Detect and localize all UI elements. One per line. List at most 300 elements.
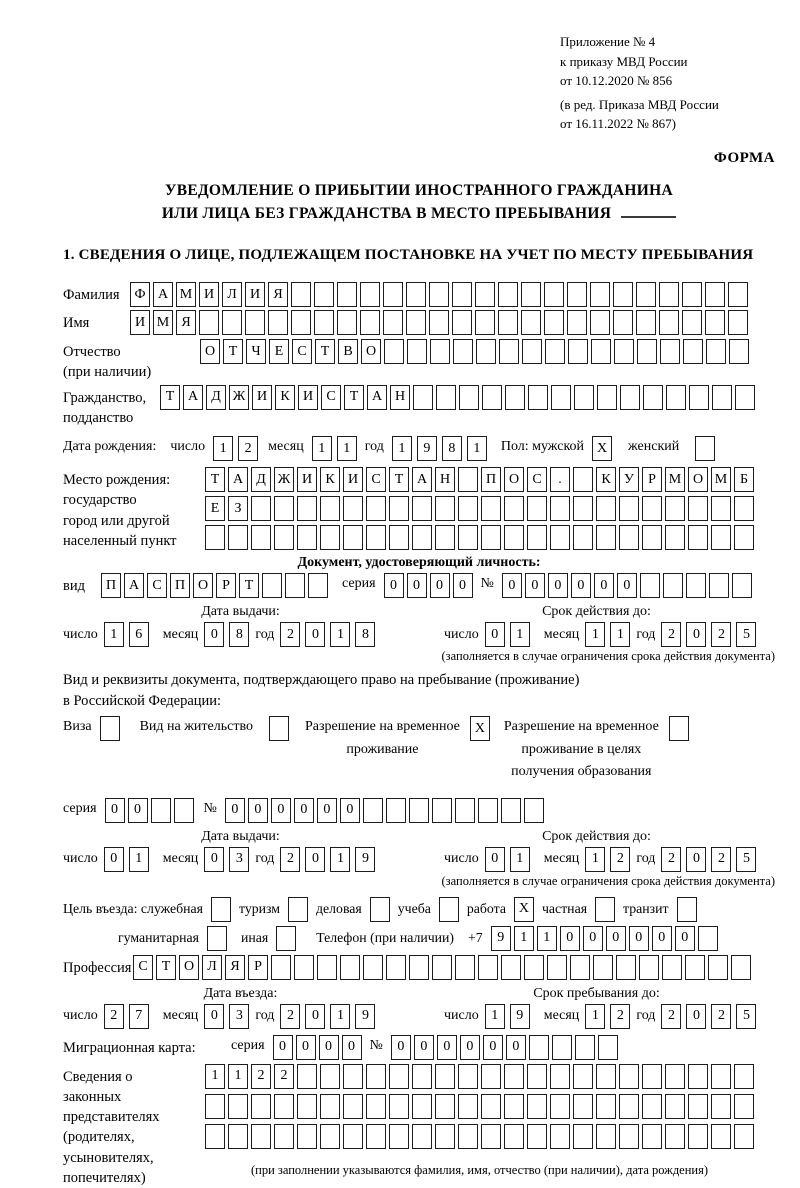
char-cell[interactable] [268,310,288,335]
char-cell[interactable]: 0 [342,1035,362,1060]
char-cell[interactable]: 5 [736,622,756,647]
char-cell[interactable] [711,1124,731,1149]
char-cell[interactable] [734,1064,754,1089]
char-cell[interactable] [475,310,495,335]
char-cell[interactable] [573,1064,593,1089]
char-cell[interactable]: 0 [105,798,125,823]
char-cell[interactable] [370,897,390,922]
char-cell[interactable] [574,385,594,410]
char-cell[interactable]: 0 [652,926,672,951]
char-cell[interactable]: 0 [453,573,473,598]
char-cell[interactable] [688,496,708,521]
char-cell[interactable] [389,525,409,550]
char-cell[interactable] [688,525,708,550]
char-cell[interactable] [458,467,478,492]
char-cell[interactable]: Т [160,385,180,410]
char-cell[interactable] [527,525,547,550]
char-cell[interactable] [567,282,587,307]
char-cell[interactable] [568,339,588,364]
char-cell[interactable] [100,716,120,741]
char-cell[interactable] [689,385,709,410]
char-cell[interactable]: 2 [610,1004,630,1029]
char-cell[interactable] [567,310,587,335]
char-cell[interactable]: Б [734,467,754,492]
char-cell[interactable] [452,282,472,307]
char-cell[interactable]: 1 [392,436,412,461]
char-cell[interactable]: 2 [711,847,731,872]
char-cell[interactable] [276,926,296,951]
char-cell[interactable]: 1 [467,436,487,461]
char-cell[interactable] [386,955,406,980]
char-cell[interactable]: 2 [610,847,630,872]
char-cell[interactable] [288,897,308,922]
char-cell[interactable]: М [665,467,685,492]
char-cell[interactable]: 2 [274,1064,294,1089]
char-cell[interactable] [366,496,386,521]
char-cell[interactable] [297,1094,317,1119]
char-cell[interactable]: 0 [686,847,706,872]
char-cell[interactable]: 0 [606,926,626,951]
char-cell[interactable]: 0 [319,1035,339,1060]
char-cell[interactable] [545,339,565,364]
char-cell[interactable] [598,1035,618,1060]
char-cell[interactable] [455,798,475,823]
char-cell[interactable] [343,1124,363,1149]
char-cell[interactable] [294,955,314,980]
char-cell[interactable]: 5 [736,1004,756,1029]
char-cell[interactable]: О [504,467,524,492]
char-cell[interactable] [619,525,639,550]
char-cell[interactable] [665,1094,685,1119]
char-cell[interactable] [524,955,544,980]
char-cell[interactable] [596,1124,616,1149]
char-cell[interactable]: М [153,310,173,335]
char-cell[interactable]: С [321,385,341,410]
char-cell[interactable]: 8 [442,436,462,461]
char-cell[interactable]: А [124,573,144,598]
char-cell[interactable] [527,496,547,521]
char-cell[interactable] [695,436,715,461]
char-cell[interactable]: . [550,467,570,492]
char-cell[interactable] [642,496,662,521]
char-cell[interactable]: 0 [305,622,325,647]
char-cell[interactable] [522,339,542,364]
char-cell[interactable]: 0 [204,622,224,647]
char-cell[interactable] [666,385,686,410]
char-cell[interactable] [458,496,478,521]
char-cell[interactable]: 1 [585,847,605,872]
char-cell[interactable] [406,282,426,307]
char-cell[interactable] [637,339,657,364]
char-cell[interactable]: 9 [355,847,375,872]
char-cell[interactable] [711,496,731,521]
char-cell[interactable] [363,955,383,980]
char-cell[interactable] [642,525,662,550]
char-cell[interactable] [228,1094,248,1119]
char-cell[interactable] [432,955,452,980]
char-cell[interactable] [458,1124,478,1149]
char-cell[interactable] [291,310,311,335]
char-cell[interactable] [636,282,656,307]
char-cell[interactable]: Е [205,496,225,521]
char-cell[interactable] [573,1124,593,1149]
char-cell[interactable] [314,310,334,335]
char-cell[interactable]: 2 [661,1004,681,1029]
char-cell[interactable]: Ж [229,385,249,410]
char-cell[interactable] [430,339,450,364]
char-cell[interactable] [453,339,473,364]
char-cell[interactable] [505,385,525,410]
char-cell[interactable] [498,310,518,335]
char-cell[interactable] [360,282,380,307]
char-cell[interactable] [337,282,357,307]
char-cell[interactable] [412,1094,432,1119]
char-cell[interactable] [708,955,728,980]
char-cell[interactable]: 9 [491,926,511,951]
char-cell[interactable]: С [366,467,386,492]
char-cell[interactable] [481,1064,501,1089]
char-cell[interactable] [274,525,294,550]
char-cell[interactable] [593,955,613,980]
char-cell[interactable]: 0 [686,1004,706,1029]
char-cell[interactable]: Т [344,385,364,410]
char-cell[interactable] [711,1064,731,1089]
char-cell[interactable] [527,1094,547,1119]
char-cell[interactable]: 0 [273,1035,293,1060]
char-cell[interactable]: 1 [585,622,605,647]
char-cell[interactable]: Т [156,955,176,980]
char-cell[interactable]: 0 [305,847,325,872]
char-cell[interactable]: 1 [510,622,530,647]
char-cell[interactable] [386,798,406,823]
char-cell[interactable] [314,282,334,307]
char-cell[interactable] [320,1094,340,1119]
char-cell[interactable] [596,496,616,521]
char-cell[interactable] [291,282,311,307]
char-cell[interactable] [636,310,656,335]
char-cell[interactable]: Ж [274,467,294,492]
char-cell[interactable] [544,310,564,335]
char-cell[interactable] [735,385,755,410]
char-cell[interactable] [521,282,541,307]
char-cell[interactable]: В [338,339,358,364]
char-cell[interactable] [383,310,403,335]
char-cell[interactable]: И [130,310,150,335]
char-cell[interactable] [435,1094,455,1119]
char-cell[interactable] [709,573,729,598]
char-cell[interactable] [366,525,386,550]
char-cell[interactable]: 1 [213,436,233,461]
char-cell[interactable] [317,955,337,980]
char-cell[interactable]: С [292,339,312,364]
char-cell[interactable]: 1 [205,1064,225,1089]
char-cell[interactable]: 9 [417,436,437,461]
char-cell[interactable]: 0 [675,926,695,951]
char-cell[interactable] [573,1094,593,1119]
char-cell[interactable] [527,1064,547,1089]
char-cell[interactable] [498,282,518,307]
char-cell[interactable]: Я [176,310,196,335]
char-cell[interactable]: Н [390,385,410,410]
char-cell[interactable] [409,955,429,980]
char-cell[interactable] [683,339,703,364]
char-cell[interactable] [501,798,521,823]
char-cell[interactable] [590,310,610,335]
char-cell[interactable] [452,310,472,335]
char-cell[interactable]: 2 [238,436,258,461]
char-cell[interactable]: 0 [204,1004,224,1029]
char-cell[interactable]: 8 [229,622,249,647]
char-cell[interactable] [639,955,659,980]
char-cell[interactable] [528,385,548,410]
char-cell[interactable] [642,1094,662,1119]
char-cell[interactable] [596,1094,616,1119]
char-cell[interactable] [504,1064,524,1089]
char-cell[interactable] [642,1124,662,1149]
char-cell[interactable]: 1 [537,926,557,951]
char-cell[interactable]: Р [216,573,236,598]
char-cell[interactable]: А [153,282,173,307]
char-cell[interactable]: И [245,282,265,307]
char-cell[interactable] [435,525,455,550]
char-cell[interactable]: Н [435,467,455,492]
char-cell[interactable] [412,525,432,550]
char-cell[interactable] [688,1124,708,1149]
char-cell[interactable] [732,573,752,598]
char-cell[interactable]: И [298,385,318,410]
char-cell[interactable] [504,496,524,521]
char-cell[interactable]: И [252,385,272,410]
char-cell[interactable] [504,1094,524,1119]
char-cell[interactable] [384,339,404,364]
char-cell[interactable] [570,955,590,980]
char-cell[interactable]: 3 [229,1004,249,1029]
char-cell[interactable]: М [176,282,196,307]
char-cell[interactable]: 2 [280,1004,300,1029]
char-cell[interactable]: С [147,573,167,598]
char-cell[interactable] [481,1094,501,1119]
char-cell[interactable]: 0 [629,926,649,951]
char-cell[interactable]: Т [315,339,335,364]
char-cell[interactable] [686,573,706,598]
char-cell[interactable] [613,310,633,335]
char-cell[interactable] [269,716,289,741]
char-cell[interactable] [455,955,475,980]
char-cell[interactable] [619,1064,639,1089]
char-cell[interactable] [573,525,593,550]
char-cell[interactable] [205,1094,225,1119]
char-cell[interactable]: М [711,467,731,492]
char-cell[interactable] [297,1124,317,1149]
char-cell[interactable]: 1 [514,926,534,951]
char-cell[interactable]: 1 [330,1004,350,1029]
char-cell[interactable]: X [592,436,612,461]
char-cell[interactable] [432,798,452,823]
char-cell[interactable]: 2 [104,1004,124,1029]
char-cell[interactable]: 0 [506,1035,526,1060]
char-cell[interactable]: 0 [583,926,603,951]
char-cell[interactable] [222,310,242,335]
char-cell[interactable] [151,798,171,823]
char-cell[interactable] [297,525,317,550]
char-cell[interactable] [340,955,360,980]
char-cell[interactable] [643,385,663,410]
char-cell[interactable] [728,282,748,307]
char-cell[interactable]: 2 [280,622,300,647]
char-cell[interactable] [343,496,363,521]
char-cell[interactable]: 8 [355,622,375,647]
char-cell[interactable] [642,1064,662,1089]
char-cell[interactable] [389,1094,409,1119]
char-cell[interactable] [688,1064,708,1089]
char-cell[interactable]: 1 [330,847,350,872]
char-cell[interactable]: 0 [525,573,545,598]
char-cell[interactable]: 1 [485,1004,505,1029]
char-cell[interactable] [665,525,685,550]
char-cell[interactable] [504,525,524,550]
char-cell[interactable] [734,1124,754,1149]
char-cell[interactable]: 9 [355,1004,375,1029]
char-cell[interactable] [407,339,427,364]
char-cell[interactable] [547,955,567,980]
char-cell[interactable] [406,310,426,335]
char-cell[interactable] [619,1124,639,1149]
char-cell[interactable] [595,897,615,922]
char-cell[interactable]: П [481,467,501,492]
char-cell[interactable]: 6 [129,622,149,647]
char-cell[interactable]: У [619,467,639,492]
char-cell[interactable]: 2 [711,622,731,647]
char-cell[interactable]: 1 [585,1004,605,1029]
char-cell[interactable]: 1 [330,622,350,647]
char-cell[interactable] [360,310,380,335]
char-cell[interactable]: 0 [294,798,314,823]
char-cell[interactable] [337,310,357,335]
char-cell[interactable] [439,897,459,922]
char-cell[interactable] [476,339,496,364]
char-cell[interactable] [573,496,593,521]
char-cell[interactable] [550,525,570,550]
char-cell[interactable] [659,282,679,307]
char-cell[interactable]: 0 [204,847,224,872]
char-cell[interactable] [435,496,455,521]
char-cell[interactable] [596,525,616,550]
char-cell[interactable] [251,525,271,550]
char-cell[interactable]: 1 [510,847,530,872]
char-cell[interactable]: 1 [228,1064,248,1089]
char-cell[interactable] [616,955,636,980]
char-cell[interactable]: 0 [483,1035,503,1060]
char-cell[interactable] [711,1094,731,1119]
char-cell[interactable]: И [199,282,219,307]
char-cell[interactable] [274,1124,294,1149]
char-cell[interactable] [389,1124,409,1149]
char-cell[interactable]: Т [239,573,259,598]
char-cell[interactable]: 0 [437,1035,457,1060]
char-cell[interactable]: 0 [430,573,450,598]
char-cell[interactable]: Д [206,385,226,410]
char-cell[interactable]: 0 [686,622,706,647]
char-cell[interactable] [363,798,383,823]
char-cell[interactable] [729,339,749,364]
char-cell[interactable]: 0 [617,573,637,598]
char-cell[interactable] [705,282,725,307]
char-cell[interactable]: 1 [337,436,357,461]
char-cell[interactable] [669,716,689,741]
char-cell[interactable]: 0 [594,573,614,598]
char-cell[interactable] [228,1124,248,1149]
char-cell[interactable] [597,385,617,410]
char-cell[interactable] [389,496,409,521]
char-cell[interactable] [665,1124,685,1149]
char-cell[interactable] [665,1064,685,1089]
char-cell[interactable] [343,1094,363,1119]
char-cell[interactable] [614,339,634,364]
char-cell[interactable] [429,310,449,335]
char-cell[interactable] [731,955,751,980]
char-cell[interactable] [274,1094,294,1119]
char-cell[interactable] [366,1064,386,1089]
char-cell[interactable]: З [228,496,248,521]
char-cell[interactable]: 0 [548,573,568,598]
char-cell[interactable] [482,385,502,410]
char-cell[interactable] [552,1035,572,1060]
char-cell[interactable] [211,897,231,922]
char-cell[interactable]: Т [389,467,409,492]
char-cell[interactable] [228,525,248,550]
char-cell[interactable]: 0 [560,926,580,951]
char-cell[interactable] [412,1124,432,1149]
char-cell[interactable] [412,1064,432,1089]
char-cell[interactable] [481,496,501,521]
char-cell[interactable]: 2 [251,1064,271,1089]
char-cell[interactable] [343,1064,363,1089]
char-cell[interactable]: 0 [271,798,291,823]
char-cell[interactable] [251,1124,271,1149]
char-cell[interactable] [245,310,265,335]
char-cell[interactable] [274,496,294,521]
char-cell[interactable]: 9 [510,1004,530,1029]
char-cell[interactable] [320,1124,340,1149]
char-cell[interactable]: 0 [407,573,427,598]
char-cell[interactable] [199,310,219,335]
char-cell[interactable]: 0 [460,1035,480,1060]
char-cell[interactable] [412,496,432,521]
char-cell[interactable]: И [297,467,317,492]
char-cell[interactable] [251,1094,271,1119]
char-cell[interactable]: 1 [610,622,630,647]
char-cell[interactable]: Ч [246,339,266,364]
char-cell[interactable] [619,1094,639,1119]
char-cell[interactable]: 0 [485,622,505,647]
char-cell[interactable]: О [193,573,213,598]
char-cell[interactable] [297,1064,317,1089]
char-cell[interactable] [659,310,679,335]
char-cell[interactable] [550,1124,570,1149]
char-cell[interactable] [734,1094,754,1119]
char-cell[interactable] [251,496,271,521]
char-cell[interactable] [706,339,726,364]
char-cell[interactable]: 0 [414,1035,434,1060]
char-cell[interactable] [662,955,682,980]
char-cell[interactable] [573,467,593,492]
char-cell[interactable] [504,1124,524,1149]
char-cell[interactable] [734,525,754,550]
char-cell[interactable]: 0 [305,1004,325,1029]
char-cell[interactable] [389,1064,409,1089]
char-cell[interactable] [550,496,570,521]
char-cell[interactable] [712,385,732,410]
